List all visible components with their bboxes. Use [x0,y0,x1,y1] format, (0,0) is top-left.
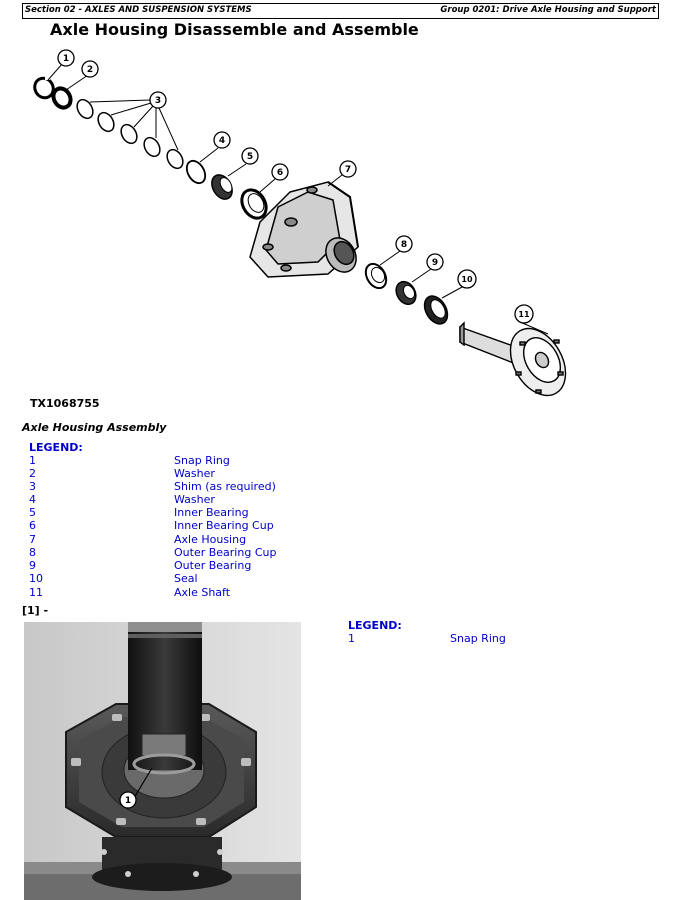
group-label: Group 0201: Drive Axle Housing and Support [440,5,656,15]
callout-3-text: 3 [154,96,162,106]
photo-legend-heading: LEGEND: [348,619,402,632]
legend-item-number: 9 [29,559,36,572]
callout-9 [427,254,443,270]
callout-5 [242,148,258,164]
step-label: [1] - [22,604,49,617]
legend-item-number: 4 [29,493,36,506]
legend-item-description: Washer [174,493,215,506]
callout-2-text: 2 [86,65,94,75]
legend-item-number: 10 [29,572,43,585]
callout-7-text: 7 [344,165,352,175]
legend-item-description: Inner Bearing Cup [174,519,274,532]
callout-4 [214,132,230,148]
callout-8-text: 8 [400,240,408,250]
callout-8 [396,236,412,252]
photo-callout-1 [120,792,136,808]
figure-caption: Axle Housing Assembly [22,421,167,434]
legend-item-number: 6 [29,519,36,532]
legend-item-description: Snap Ring [174,454,230,467]
figure-id: TX1068755 [30,397,100,410]
legend-item-description: Outer Bearing Cup [174,546,277,559]
photo-callout-1-text: 1 [124,796,132,806]
part-axle-shaft [460,319,577,397]
legend-item-number: 8 [29,546,36,559]
legend-item-number: 2 [29,467,36,480]
callout-6 [272,164,288,180]
axle-housing-exploded-diagram [28,42,588,397]
legend-item-number: 7 [29,533,36,546]
callout-6-text: 6 [276,168,284,178]
snap-ring-photo [24,622,301,900]
callout-10-text: 10 [461,275,473,284]
part-outer-bearing-cup [362,260,391,292]
callout-1 [58,50,74,66]
legend-item-number: 3 [29,480,36,493]
legend-item-description: Shim (as required) [174,480,276,493]
page-title: Axle Housing Disassemble and Assemble [50,20,419,39]
callout-11 [515,305,533,323]
part-inner-bearing [208,171,237,203]
callout-5-text: 5 [246,152,254,162]
legend-item-description: Axle Housing [174,533,247,546]
part-shims [74,97,186,171]
callout-3 [150,92,166,108]
legend-item-description: Outer Bearing [174,559,252,572]
legend-item-description: Inner Bearing [174,506,249,519]
part-washer-4 [183,158,209,187]
part-seal [420,292,452,328]
legend-item-number: 11 [29,586,43,599]
part-axle-housing [250,182,362,278]
callout-7 [340,161,356,177]
header-right-rule [658,4,659,18]
callout-2 [82,61,98,77]
section-label: Section 02 - AXLES AND SUSPENSION SYSTEMS [25,5,252,15]
callout-11-text: 11 [518,310,530,319]
legend-item-description: Washer [174,467,215,480]
photo-legend-item-description: Snap Ring [450,632,506,645]
legend-heading: LEGEND: [29,441,83,454]
page-header [22,3,659,19]
legend-item-description: Axle Shaft [174,586,231,599]
part-outer-bearing [392,278,420,308]
legend-item-description: Seal [174,572,198,585]
callout-10 [458,270,476,288]
photo-legend-item-number: 1 [348,632,355,645]
callout-1-text: 1 [62,54,70,64]
callout-9-text: 9 [431,258,439,268]
callout-4-text: 4 [218,136,226,146]
header-left-rule [22,4,23,18]
legend-item-number: 1 [29,454,36,467]
legend-item-number: 5 [29,506,36,519]
